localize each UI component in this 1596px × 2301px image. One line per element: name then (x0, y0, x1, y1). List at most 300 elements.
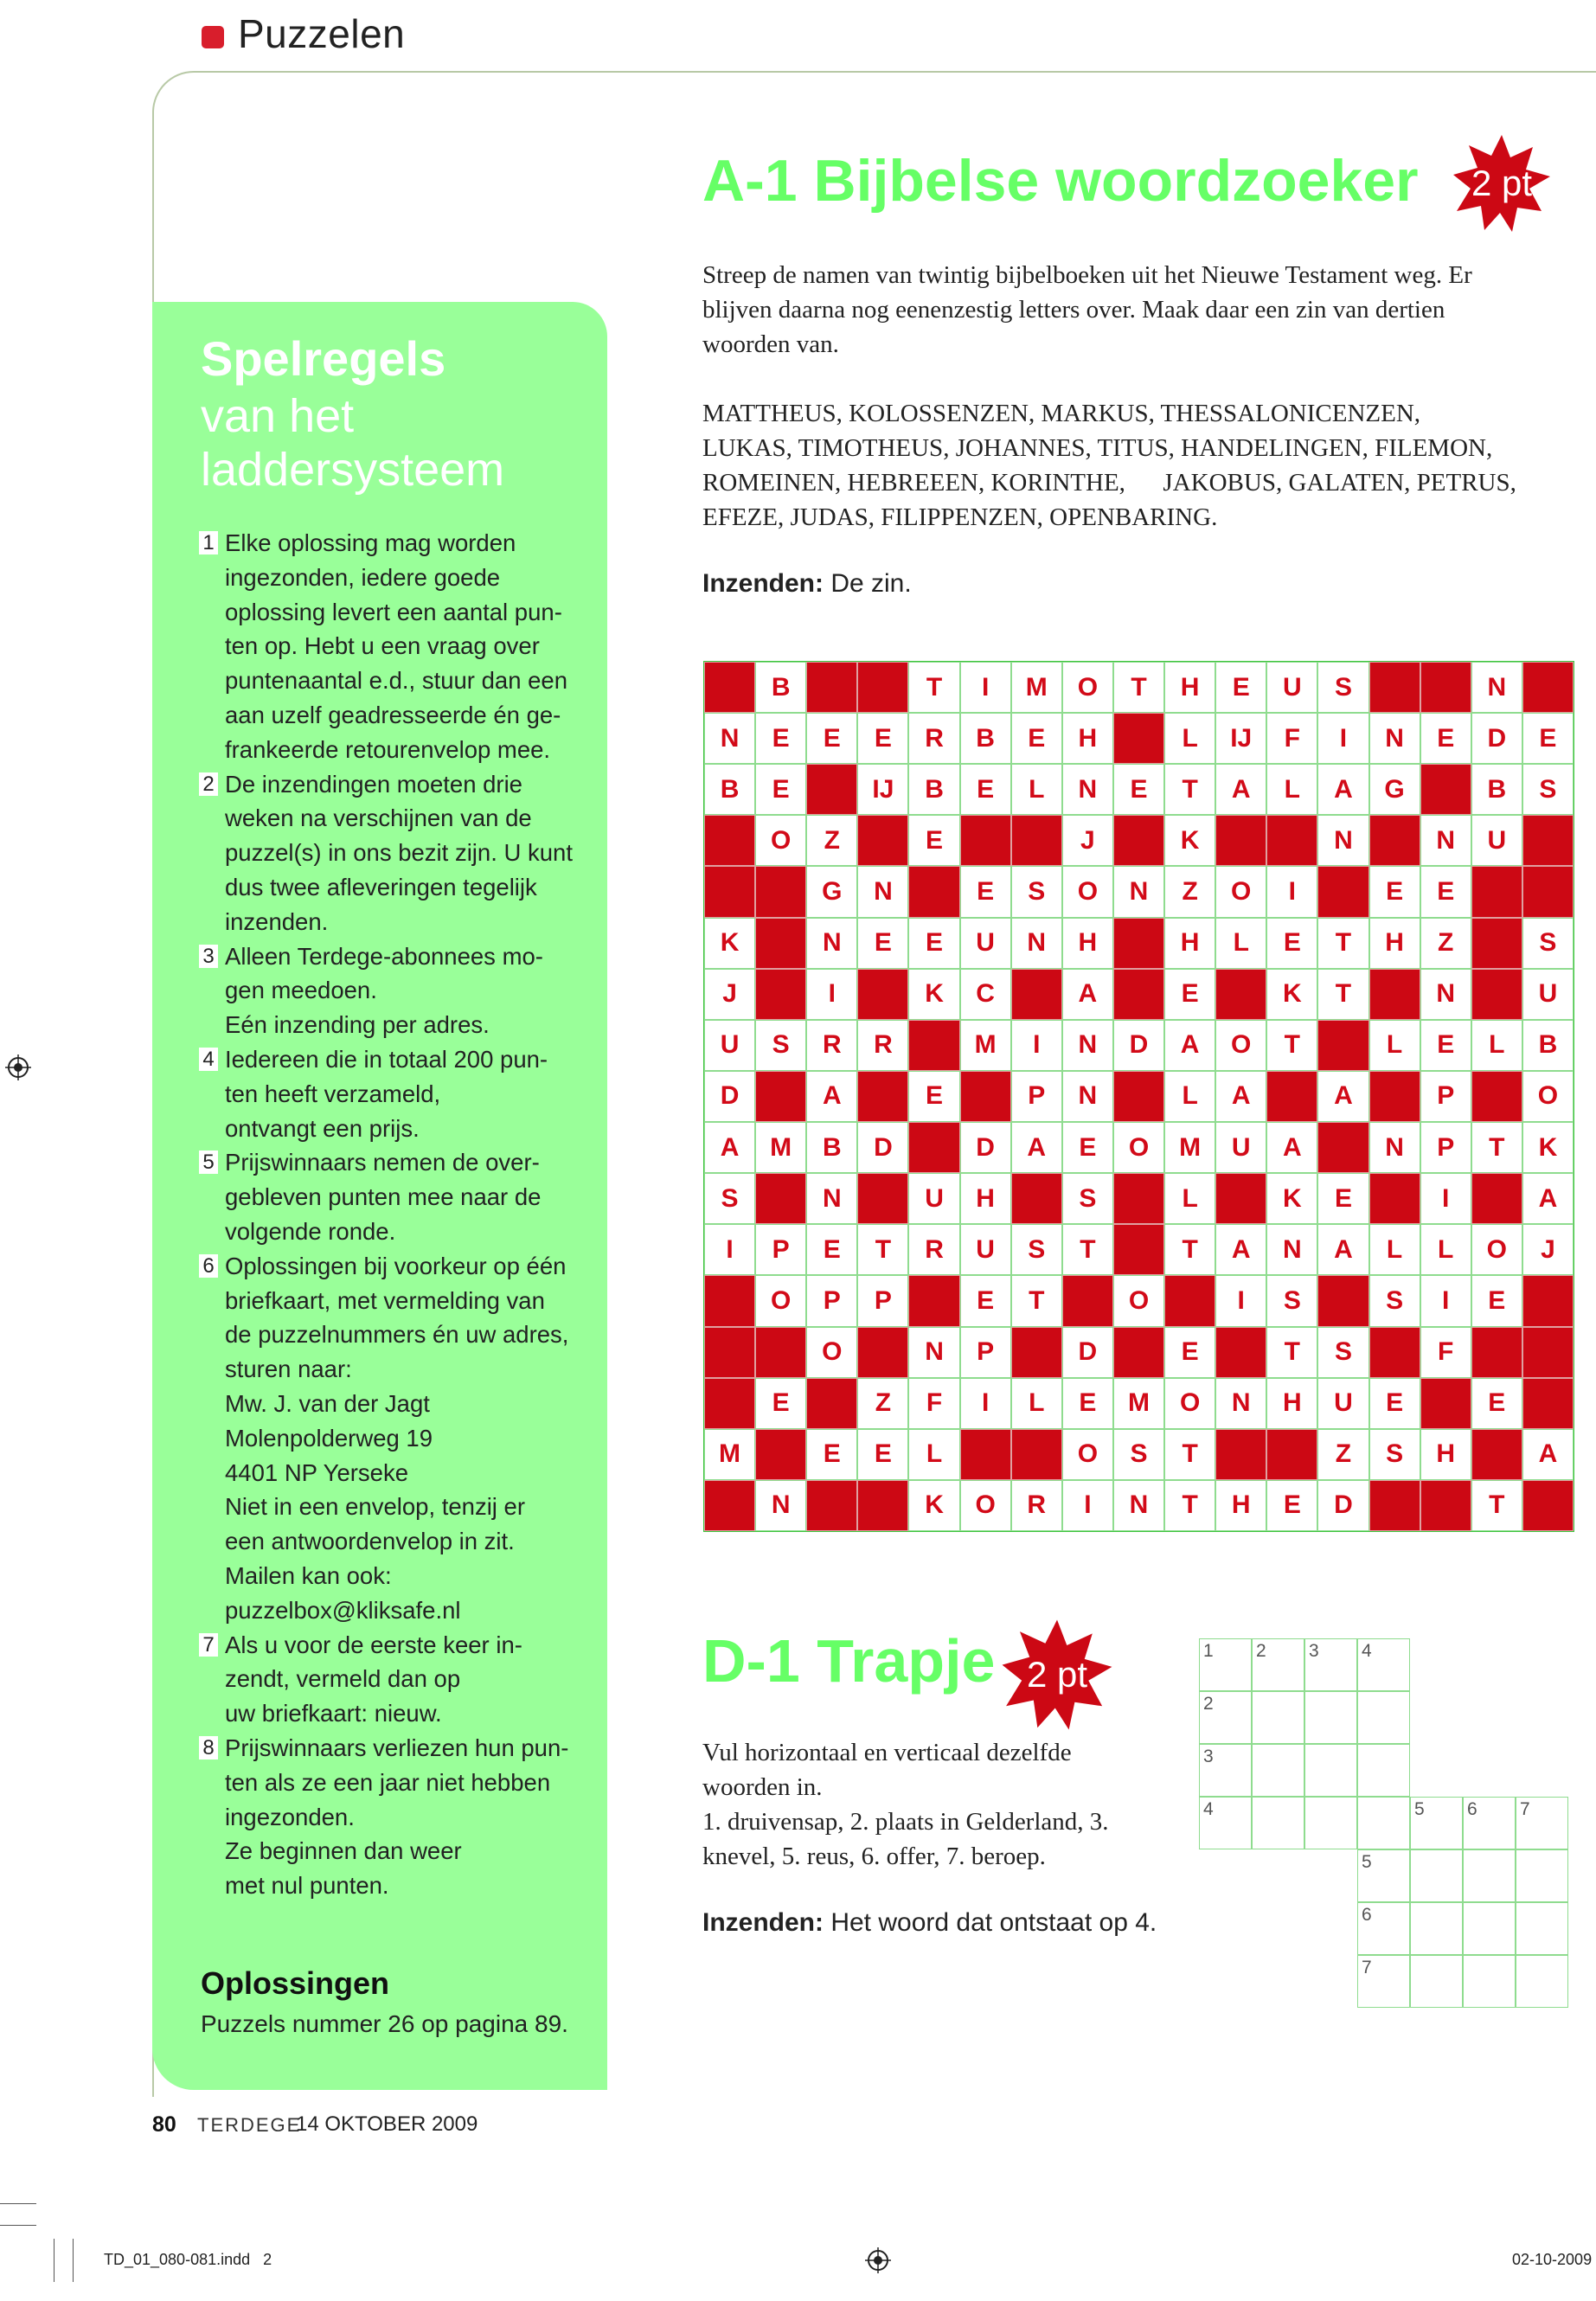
grid-cell-letter: U (1471, 815, 1522, 866)
grid-cell-letter: A (1215, 1071, 1266, 1122)
grid-cell-letter: T (1164, 1480, 1215, 1531)
rule-number: 1 (199, 531, 218, 554)
grid-cell-blocked (908, 1020, 959, 1071)
grid-cell-letter: D (1471, 713, 1522, 764)
staircase-cell (1252, 1744, 1304, 1797)
rule-text-line: Mw. J. van der Jagt (225, 1389, 430, 1417)
rule-text-line: puzzel(s) in ons bezit zijn. U kunt (225, 839, 573, 867)
grid-cell-letter: M (704, 1429, 755, 1480)
grid-cell-blocked (1062, 1275, 1113, 1326)
grid-cell-letter: K (1266, 1173, 1317, 1224)
grid-cell-blocked (857, 1480, 908, 1531)
grid-cell-letter: B (1471, 764, 1522, 815)
grid-cell-letter: N (1062, 764, 1113, 815)
grid-cell-letter: H (1369, 918, 1420, 969)
grid-cell-letter: O (1062, 866, 1113, 917)
grid-cell-blocked (1522, 815, 1574, 866)
grid-cell-blocked (1113, 815, 1164, 866)
grid-cell-letter: T (1113, 662, 1164, 713)
grid-cell-letter: S (755, 1020, 806, 1071)
grid-cell-blocked (908, 1275, 959, 1326)
slug-date: 02-10-2009 (1512, 2251, 1593, 2268)
rule-number: 4 (199, 1048, 218, 1071)
rule-text-line: 4401 NP Yerseke (225, 1458, 409, 1486)
grid-cell-letter: T (908, 662, 959, 713)
grid-cell-letter: N (755, 1480, 806, 1531)
puzzle-d1-intro (702, 1735, 1187, 1874)
rule-text-line: zendt, vermeld dan op (225, 1665, 461, 1693)
grid-cell-letter: E (755, 1378, 806, 1429)
grid-cell-letter: K (704, 918, 755, 969)
grid-cell-letter: I (1420, 1173, 1471, 1224)
grid-cell-blocked (857, 1071, 908, 1122)
grid-cell-letter: I (1011, 1020, 1062, 1071)
grid-cell-blocked (1369, 815, 1420, 866)
grid-cell-letter: L (1369, 1224, 1420, 1275)
grid-cell-letter: O (960, 1480, 1011, 1531)
grid-cell-letter: U (1522, 969, 1574, 1020)
rule-text-line: inzenden. (225, 907, 329, 935)
word-line: LUKAS, TIMOTHEUS, JOHANNES, TITUS, HANDELINGEN, FILEMON, (702, 434, 1493, 462)
staircase-cell (1357, 1955, 1410, 2008)
page-number: 80 (152, 2112, 176, 2137)
grid-cell-blocked (755, 969, 806, 1020)
grid-cell-letter: P (1420, 1071, 1471, 1122)
staircase-number: 5 (1362, 1852, 1372, 1872)
intro-line: woorden in. (702, 1773, 823, 1801)
grid-cell-letter: E (1369, 866, 1420, 917)
rule-text-line: een antwoordenvelop in zit. (225, 1528, 515, 1555)
grid-cell-letter: L (1369, 1020, 1420, 1071)
grid-cell-blocked (704, 1480, 755, 1531)
rule-text-line: weken na verschijnen van de (225, 804, 532, 832)
grid-cell-letter: N (1215, 1378, 1266, 1429)
grid-cell-letter: L (1164, 713, 1215, 764)
grid-cell-letter: B (806, 1122, 857, 1173)
grid-cell-blocked (1522, 1327, 1574, 1378)
rule-text-line: aan uzelf geadresseerde én ge- (225, 701, 561, 728)
grid-cell-letter: E (1522, 713, 1574, 764)
grid-cell-letter: I (1420, 1275, 1471, 1326)
rule-text-line: Oplossingen bij voorkeur op één (225, 1252, 567, 1279)
grid-cell-letter: K (908, 1480, 959, 1531)
grid-cell-blocked (1471, 918, 1522, 969)
intro-line: knevel, 5. reus, 6. offer, 7. beroep. (702, 1843, 1046, 1870)
grid-cell-letter: S (1317, 662, 1368, 713)
grid-cell-letter: N (806, 1173, 857, 1224)
rule-text-line: Prijswinnaars verliezen hun pun- (225, 1734, 569, 1761)
grid-cell-letter: L (1164, 1071, 1215, 1122)
staircase-number: 5 (1414, 1799, 1425, 1819)
grid-cell-letter: E (1215, 662, 1266, 713)
grid-cell-letter: N (1420, 815, 1471, 866)
grid-cell-blocked (857, 1173, 908, 1224)
rule-text-line: frankeerde retourenvelop mee. (225, 735, 551, 763)
puzzle-a1-word-list (702, 396, 1585, 535)
grid-cell-blocked (1113, 1071, 1164, 1122)
staircase-cell (1252, 1638, 1304, 1691)
puzzle-d1-title: D-1 Trapje (702, 1627, 996, 1695)
word-line: ROMEINEN, HEBREEEN, KORINTHE, JAKOBUS, GALATEN, PETRUS, (702, 469, 1516, 497)
grid-cell-letter: E (1420, 866, 1471, 917)
grid-cell-blocked (857, 815, 908, 866)
grid-cell-letter: U (704, 1020, 755, 1071)
grid-cell-letter: F (1266, 713, 1317, 764)
grid-cell-blocked (1420, 764, 1471, 815)
grid-cell-letter: N (1317, 815, 1368, 866)
grid-cell-letter: R (1011, 1480, 1062, 1531)
intro-line: 1. druivensap, 2. plaats in Gelderland, 3. (702, 1808, 1109, 1836)
rule-text-line: ten heeft verzameld, (225, 1080, 441, 1107)
grid-cell-letter: E (857, 713, 908, 764)
grid-cell-blocked (1266, 1071, 1317, 1122)
grid-cell-letter: E (1062, 1378, 1113, 1429)
grid-cell-letter: H (1420, 1429, 1471, 1480)
rule-text-line: dus twee afleveringen tegelijk (225, 873, 537, 901)
crop-mark (0, 2225, 36, 2226)
points-badge (1450, 131, 1554, 235)
grid-cell-blocked (1113, 1327, 1164, 1378)
section-marker (202, 26, 224, 48)
grid-cell-letter: N (806, 918, 857, 969)
grid-cell-blocked (1164, 1275, 1215, 1326)
grid-cell-letter: A (1522, 1429, 1574, 1480)
grid-cell-letter: K (908, 969, 959, 1020)
grid-cell-letter: D (704, 1071, 755, 1122)
grid-cell-letter: H (1164, 918, 1215, 969)
rule-text-line: ingezonden. (225, 1803, 355, 1830)
grid-cell-letter: O (755, 815, 806, 866)
grid-cell-blocked (1471, 1071, 1522, 1122)
rules-subtitle: van het (201, 390, 355, 442)
grid-cell-letter: T (1164, 764, 1215, 815)
grid-cell-letter: N (1062, 1020, 1113, 1071)
grid-cell-blocked (755, 1173, 806, 1224)
grid-cell-blocked (1215, 969, 1266, 1020)
grid-cell-blocked (1369, 662, 1420, 713)
rule-text-line: gebleven punten mee naar de (225, 1183, 542, 1211)
grid-cell-letter: L (1164, 1173, 1215, 1224)
grid-cell-letter: T (1471, 1480, 1522, 1531)
crop-mark (0, 2203, 36, 2204)
grid-cell-letter: K (1164, 815, 1215, 866)
grid-cell-letter: K (1266, 969, 1317, 1020)
word-search-grid (703, 661, 1574, 1532)
grid-cell-blocked (1011, 969, 1062, 1020)
grid-cell-letter: N (1471, 662, 1522, 713)
grid-cell-letter: M (1011, 662, 1062, 713)
grid-cell-letter: O (1215, 866, 1266, 917)
grid-cell-letter: A (704, 1122, 755, 1173)
points-badge (998, 1616, 1116, 1734)
rule-text-line: ingezonden, iedere goede (225, 563, 501, 591)
rule-text-line: sturen naar: (225, 1356, 352, 1383)
word-line: MATTHEUS, KOLOSSENZEN, MARKUS, THESSALONICENZEN, (702, 400, 1421, 427)
grid-cell-blocked (1317, 1122, 1368, 1173)
grid-cell-letter: R (908, 1224, 959, 1275)
grid-cell-letter: D (1113, 1020, 1164, 1071)
rule-number: 5 (199, 1150, 218, 1174)
grid-cell-blocked (1420, 1378, 1471, 1429)
grid-cell-blocked (806, 764, 857, 815)
rule-item (199, 1731, 580, 1903)
rule-text-line: Eén inzending per adres. (225, 1011, 490, 1039)
rule-text-line: ten als ze een jaar niet hebben (225, 1768, 551, 1796)
grid-cell-letter: O (1471, 1224, 1522, 1275)
slug-filename: TD_01_080-081.indd 2 (104, 2251, 272, 2268)
grid-cell-letter: E (960, 1275, 1011, 1326)
grid-cell-letter: E (806, 713, 857, 764)
rule-number: 7 (199, 1633, 218, 1657)
grid-cell-blocked (755, 1071, 806, 1122)
grid-cell-letter: Z (806, 815, 857, 866)
grid-cell-letter: R (806, 1020, 857, 1071)
intro-line: Vul horizontaal en verticaal dezelfde (702, 1739, 1072, 1766)
grid-cell-letter: R (908, 713, 959, 764)
grid-cell-letter: I (806, 969, 857, 1020)
grid-cell-letter: U (1215, 1122, 1266, 1173)
grid-cell-blocked (1471, 1173, 1522, 1224)
puzzle-d1-submit (702, 1908, 1157, 1938)
staircase-number: 2 (1256, 1641, 1266, 1661)
staircase-cell (1304, 1797, 1357, 1849)
grid-cell-blocked (806, 662, 857, 713)
grid-cell-blocked (1011, 1429, 1062, 1480)
grid-cell-letter: N (1062, 1071, 1113, 1122)
grid-cell-blocked (1113, 969, 1164, 1020)
grid-cell-letter: N (1369, 1122, 1420, 1173)
grid-cell-letter: T (1471, 1122, 1522, 1173)
grid-cell-letter: K (1522, 1122, 1574, 1173)
grid-cell-letter: L (1011, 764, 1062, 815)
grid-cell-blocked (1317, 1020, 1368, 1071)
rule-text-line: Alleen Terdege-abonnees mo- (225, 942, 543, 970)
grid-cell-letter: S (1369, 1429, 1420, 1480)
grid-cell-letter: D (1062, 1327, 1113, 1378)
staircase-cell (1304, 1744, 1357, 1797)
grid-cell-letter: A (1266, 1122, 1317, 1173)
rule-item (199, 1249, 580, 1628)
grid-cell-letter: H (1062, 918, 1113, 969)
grid-cell-letter: N (908, 1327, 959, 1378)
grid-cell-blocked (857, 1327, 908, 1378)
grid-cell-letter: D (857, 1122, 908, 1173)
grid-cell-blocked (1113, 1173, 1164, 1224)
grid-cell-letter: O (1215, 1020, 1266, 1071)
registration-mark-icon (865, 2247, 891, 2273)
grid-cell-blocked (1420, 1480, 1471, 1531)
grid-cell-letter: O (1164, 1378, 1215, 1429)
grid-cell-letter: E (1420, 713, 1471, 764)
grid-cell-blocked (1369, 1071, 1420, 1122)
grid-cell-letter: P (857, 1275, 908, 1326)
rule-text-line: ten op. Hebt u een vraag over (225, 632, 540, 660)
grid-cell-blocked (1113, 713, 1164, 764)
staircase-cell (1304, 1638, 1357, 1691)
grid-cell-letter: J (704, 969, 755, 1020)
magazine-name: TERDEGE (197, 2114, 302, 2136)
staircase-cell (1463, 1797, 1516, 1849)
grid-cell-letter: O (806, 1327, 857, 1378)
grid-cell-blocked (960, 1429, 1011, 1480)
grid-cell-letter: F (908, 1378, 959, 1429)
grid-cell-blocked (1522, 662, 1574, 713)
grid-cell-blocked (1215, 1327, 1266, 1378)
staircase-cell (1199, 1638, 1252, 1691)
grid-cell-blocked (1471, 1327, 1522, 1378)
grid-cell-letter: N (1113, 866, 1164, 917)
grid-cell-blocked (1215, 815, 1266, 866)
grid-cell-letter: B (704, 764, 755, 815)
grid-cell-letter: IJ (857, 764, 908, 815)
grid-cell-letter: J (1062, 815, 1113, 866)
staircase-number: 4 (1203, 1799, 1214, 1819)
grid-cell-letter: E (908, 918, 959, 969)
grid-cell-letter: I (1317, 713, 1368, 764)
grid-cell-letter: T (1266, 1020, 1317, 1071)
grid-cell-letter: J (1522, 1224, 1574, 1275)
staircase-number: 6 (1362, 1905, 1372, 1925)
staircase-cell (1252, 1797, 1304, 1849)
grid-cell-letter: L (1011, 1378, 1062, 1429)
grid-cell-letter: E (1471, 1378, 1522, 1429)
grid-cell-blocked (1522, 866, 1574, 917)
grid-cell-letter: S (1062, 1173, 1113, 1224)
rule-text-line: puzzelbox@kliksafe.nl (225, 1596, 461, 1624)
rule-text-line: Elke oplossing mag worden (225, 529, 516, 556)
grid-cell-blocked (908, 1122, 959, 1173)
staircase-cell (1410, 1955, 1463, 2008)
grid-cell-letter: T (1164, 1429, 1215, 1480)
rules-title: Spelregels (201, 331, 446, 386)
staircase-cell (1516, 1797, 1568, 1849)
grid-cell-blocked (1522, 1378, 1574, 1429)
grid-cell-letter: E (1369, 1378, 1420, 1429)
grid-cell-letter: A (1164, 1020, 1215, 1071)
grid-cell-blocked (1011, 1327, 1062, 1378)
rules-subtitle: laddersysteem (201, 444, 505, 496)
staircase-cell (1199, 1797, 1252, 1849)
grid-cell-letter: E (908, 1071, 959, 1122)
rule-text-line: Molenpolderweg 19 (225, 1424, 433, 1452)
grid-cell-letter: IJ (1215, 713, 1266, 764)
grid-cell-letter: N (857, 866, 908, 917)
rule-item (199, 1145, 580, 1248)
grid-cell-letter: E (755, 713, 806, 764)
grid-cell-letter: A (1522, 1173, 1574, 1224)
grid-cell-letter: D (960, 1122, 1011, 1173)
submit-text: Het woord dat ontstaat op 4. (824, 1908, 1157, 1937)
grid-cell-letter: E (806, 1429, 857, 1480)
grid-cell-letter: G (1369, 764, 1420, 815)
grid-cell-blocked (704, 1275, 755, 1326)
grid-cell-letter: S (704, 1173, 755, 1224)
grid-cell-letter: E (1471, 1275, 1522, 1326)
grid-cell-letter: M (1164, 1122, 1215, 1173)
grid-cell-letter: E (1266, 1480, 1317, 1531)
grid-cell-blocked (1420, 662, 1471, 713)
grid-cell-letter: N (1113, 1480, 1164, 1531)
grid-cell-letter: E (857, 1429, 908, 1480)
staircase-number: 4 (1362, 1641, 1372, 1661)
grid-cell-blocked (755, 1327, 806, 1378)
grid-cell-blocked (1471, 969, 1522, 1020)
grid-cell-letter: R (857, 1020, 908, 1071)
grid-cell-blocked (1317, 1275, 1368, 1326)
grid-cell-letter: E (857, 918, 908, 969)
grid-cell-letter: P (960, 1327, 1011, 1378)
grid-cell-blocked (1369, 1173, 1420, 1224)
grid-cell-letter: O (1522, 1071, 1574, 1122)
grid-cell-letter: I (1266, 866, 1317, 917)
grid-cell-letter: Z (1317, 1429, 1368, 1480)
grid-cell-blocked (806, 1480, 857, 1531)
grid-cell-blocked (1471, 866, 1522, 917)
grid-cell-letter: L (1471, 1020, 1522, 1071)
grid-cell-letter: A (1317, 764, 1368, 815)
grid-cell-letter: E (960, 866, 1011, 917)
points-label: 2 pt (1026, 1654, 1088, 1695)
grid-cell-letter: E (755, 764, 806, 815)
rule-item (199, 1042, 580, 1145)
grid-cell-letter: B (755, 662, 806, 713)
grid-cell-blocked (1266, 1429, 1317, 1480)
staircase-cell (1410, 1902, 1463, 1955)
grid-cell-blocked (1215, 1429, 1266, 1480)
grid-cell-blocked (960, 815, 1011, 866)
rule-item (199, 526, 580, 767)
rule-item (199, 767, 580, 939)
grid-cell-blocked (755, 866, 806, 917)
grid-cell-letter: E (1011, 713, 1062, 764)
rule-number: 3 (199, 945, 218, 968)
staircase-cell (1357, 1797, 1410, 1849)
grid-cell-letter: H (1266, 1378, 1317, 1429)
rule-text-line: puntenaantal e.d., stuur dan een (225, 667, 568, 695)
grid-cell-letter: P (755, 1224, 806, 1275)
puzzle-a1-intro (702, 258, 1567, 362)
staircase-cell (1463, 1955, 1516, 2008)
grid-cell-letter: O (1062, 662, 1113, 713)
grid-cell-letter: I (960, 662, 1011, 713)
submit-label: Inzenden: (702, 1908, 824, 1937)
issue-date: 14 OKTOBER 2009 (296, 2112, 478, 2136)
points-label: 2 pt (1471, 163, 1533, 203)
staircase-cell (1199, 1744, 1252, 1797)
staircase-cell (1516, 1902, 1568, 1955)
solutions-title: Oplossingen (201, 1965, 390, 2001)
staircase-number: 7 (1362, 1958, 1372, 1977)
grid-cell-letter: U (1266, 662, 1317, 713)
solutions-text: Puzzels nummer 26 op pagina 89. (201, 2010, 568, 2037)
section-title: Puzzelen (238, 11, 406, 56)
grid-cell-letter: S (1011, 1224, 1062, 1275)
grid-cell-letter: P (806, 1275, 857, 1326)
grid-cell-letter: H (960, 1173, 1011, 1224)
grid-cell-letter: T (1266, 1327, 1317, 1378)
grid-cell-letter: B (1522, 1020, 1574, 1071)
grid-cell-letter: A (1062, 969, 1113, 1020)
staircase-cell (1357, 1691, 1410, 1744)
grid-cell-letter: E (1062, 1122, 1113, 1173)
grid-cell-letter: H (1164, 662, 1215, 713)
rule-item (199, 1628, 580, 1731)
staircase-cell (1357, 1638, 1410, 1691)
grid-cell-blocked (908, 866, 959, 917)
grid-cell-letter: Z (1420, 918, 1471, 969)
grid-cell-letter: N (1011, 918, 1062, 969)
grid-cell-letter: T (1164, 1224, 1215, 1275)
